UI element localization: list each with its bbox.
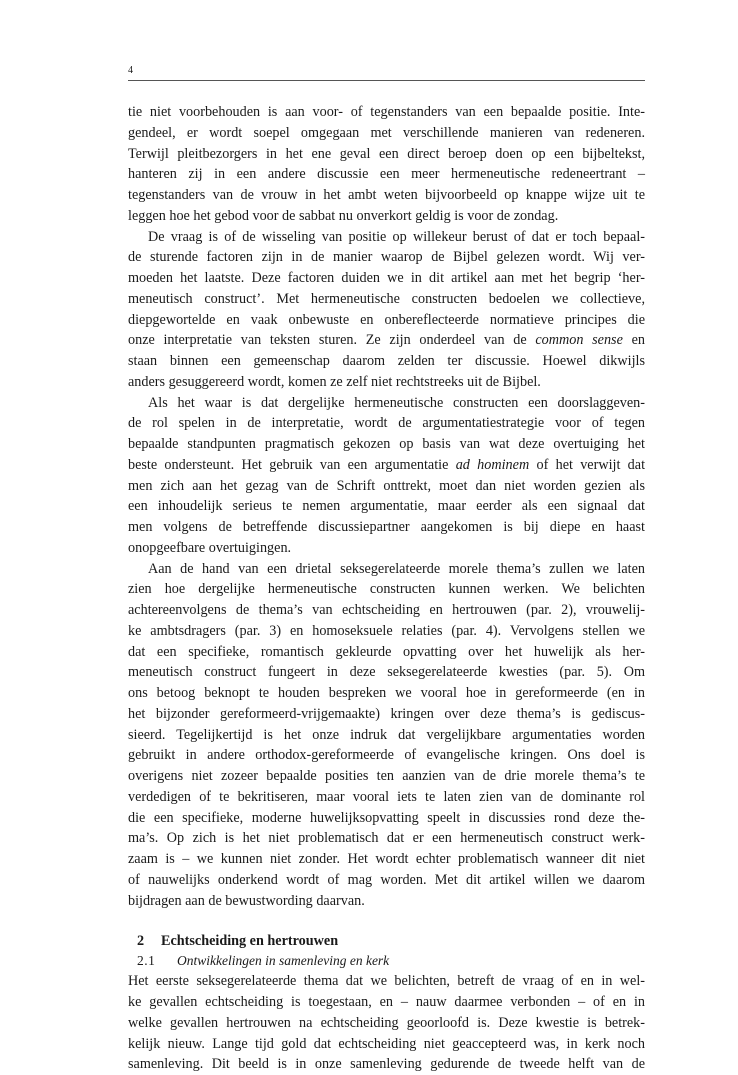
text-segment: beste ondersteunt. Het gebruik van een argumentatie [128, 456, 456, 473]
subsection-heading [128, 951, 645, 971]
subsection-number: 2.1 [137, 953, 156, 969]
text-line: zien hoe dergelijke hermeneutische constructen kunnen werken. We belichten [128, 581, 645, 598]
text-line [128, 330, 645, 351]
section-title: Echtscheiding en hertrouwen [161, 933, 339, 950]
text-line: ons betoog beknopt te houden bespreken we vooral hoe in gereformeerde (en in [128, 685, 645, 701]
text-line [128, 455, 645, 476]
subsection-title: Ontwikkelingen in samenleving en kerk [177, 953, 390, 969]
text-line: anders gesuggereerd wordt, komen ze zelf niet rechtstreeks uit de Bijbel. [128, 373, 541, 390]
text-line: ke gevallen echtscheiding is toegestaan, en – nauw daarmee verbonden – of en in [128, 994, 645, 1010]
text-line: achtereenvolgens de thema’s van echtscheiding en hertrouwen (par. 2), vrouwelij- [128, 602, 645, 618]
text-line: verdedigen of te bekritiseren, maar vooral iets te laten zien van de dominante rol [128, 788, 645, 805]
text-line: sieerd. Tegelijkertijd is het onze indruk dat vergelijkbare argumentaties worden [128, 726, 645, 743]
section-number: 2 [137, 933, 145, 950]
text-line: gendeel, er wordt soepel omgegaan met verschillende manieren van redeneren. [128, 124, 645, 141]
text-line: gebruikt in andere orthodox-gereformeerde of evangelische kringen. Ons doel is [128, 747, 645, 764]
text-line: leggen hoe het gebod voor de sabbat nu onverkort geldig is voor de zondag. [128, 207, 559, 224]
paragraph [128, 102, 645, 227]
text-line: overigens niet zozeer bepaalde posities ten aanzien van de drie morele thema’s te [128, 768, 645, 784]
text-line: een inhoudelijk serieus te nemen argumentatie, maar eerder als een signaal dat [128, 498, 645, 515]
paragraph [128, 393, 645, 559]
page-number: 4 [128, 65, 133, 76]
document-page [128, 58, 645, 1075]
paragraph [128, 227, 645, 393]
text-line: hanteren zij in een andere discussie een meer hermeneutische redeneertrant – [128, 166, 645, 183]
text-line: Het eerste seksegerelateerde thema dat we belichten, betreft de vraag of en in wel- [128, 973, 645, 990]
text-line: diepgewortelde en vaak onbewuste en onbereflecteerde normatieve principes die [128, 311, 645, 328]
text-line: men volgens de betreffende discussiepartner aangekomen is bij diepe en haast [128, 519, 645, 535]
paragraph [128, 971, 645, 1075]
text-line: het bijzonder gereformeerd-vrijgemaakte) kringen over deze thema’s is gediscus- [128, 705, 645, 722]
text-line: moeden het laatste. Deze factoren duiden we in dit artikel aan met het begrip ‘her- [128, 270, 645, 286]
text-line: dat een specifieke, romantisch gekleurde opvatting over het huwelijk als her- [128, 643, 645, 660]
text-line: de rol spelen in de interpretatie, wordt de argumentatiestrategie voor of tegen [128, 415, 645, 432]
text-line: meneutisch construct’. Met hermeneutische constructen bedoelen we collectieve, [128, 290, 645, 307]
text-line: onopgeefbare overtuigingen. [128, 539, 292, 556]
section-spacer [128, 911, 645, 931]
text-line: welke gevallen hertrouwen na echtscheiding geoorloofd is. Deze kwestie is betrek- [128, 1014, 645, 1031]
text-line: Als het waar is dat dergelijke hermeneutische constructen een doorslaggeven- [148, 394, 645, 411]
text-line: ma’s. Op zich is het niet problematisch dat er een hermeneutisch construct werk- [128, 830, 645, 847]
text-line: samenleving. Dit beeld is in onze samenleving gedurende de tweede helft van de [128, 1056, 645, 1073]
text-line: die een specifieke, moderne huwelijksopvatting speelt in discussies rond deze the- [128, 809, 645, 826]
text-line: De vraag is of de wisseling van positie op willekeur berust of dat er toch bepaal- [148, 228, 645, 245]
running-header [128, 58, 645, 81]
italic-term: common sense [535, 332, 623, 349]
text-line: bepaalde standpunten pragmatisch gekozen op basis van wat deze overtuiging het [128, 436, 645, 452]
italic-term: ad hominem [455, 456, 530, 473]
text-line: meneutisch construct fungeert in deze seksegerelateerde kwesties (par. 5). Om [128, 664, 645, 681]
text-line: Aan de hand van een drietal seksegerelateerde morele thema’s zullen we laten [148, 560, 645, 577]
paragraph [128, 559, 645, 912]
text-line: tie niet voorbehouden is aan voor- of tegenstanders van een bepaalde positie. Inte- [128, 104, 645, 120]
text-segment: of het verwijt dat [529, 456, 646, 473]
text-line: of nauwelijks onderkend wordt of mag worden. Met dit artikel willen we daarom [128, 871, 645, 888]
text-line: staan binnen een gemeenschap daarom zelden ter discussie. Hoewel dikwijls [128, 353, 645, 369]
text-line: de sturende factoren zijn in de manier waarop de Bijbel gelezen wordt. Wij ver- [128, 249, 645, 266]
text-line: tegenstanders van de vrouw in het ambt weten bijvoorbeeld op knappe wijze uit te [128, 187, 645, 203]
text-segment: en [622, 332, 645, 349]
text-line: ke ambtsdragers (par. 3) en homoseksuele relaties (par. 4). Vervolgens stellen we [128, 622, 645, 639]
text-line: kelijk nieuw. Lange tijd gold dat echtscheiding niet geaccepteerd was, in kerk noch [128, 1035, 645, 1052]
text-line: Terwijl pleitbezorgers in het ene geval een direct beroep doen op een bijbeltekst, [128, 145, 645, 162]
document-body [128, 102, 645, 1075]
text-line: zaam is – we kunnen niet zonder. Het wordt echter problematisch wanneer dit niet [128, 851, 645, 867]
text-line: men zich aan het gezag van de Schrift onttrekt, moet dan niet worden gezien als [128, 477, 645, 494]
section-heading [128, 931, 645, 951]
text-line: bijdragen aan de bewustwording daarvan. [128, 892, 365, 909]
text-segment: onze interpretatie van teksten sturen. Ze zijn onderdeel van de [128, 332, 536, 349]
